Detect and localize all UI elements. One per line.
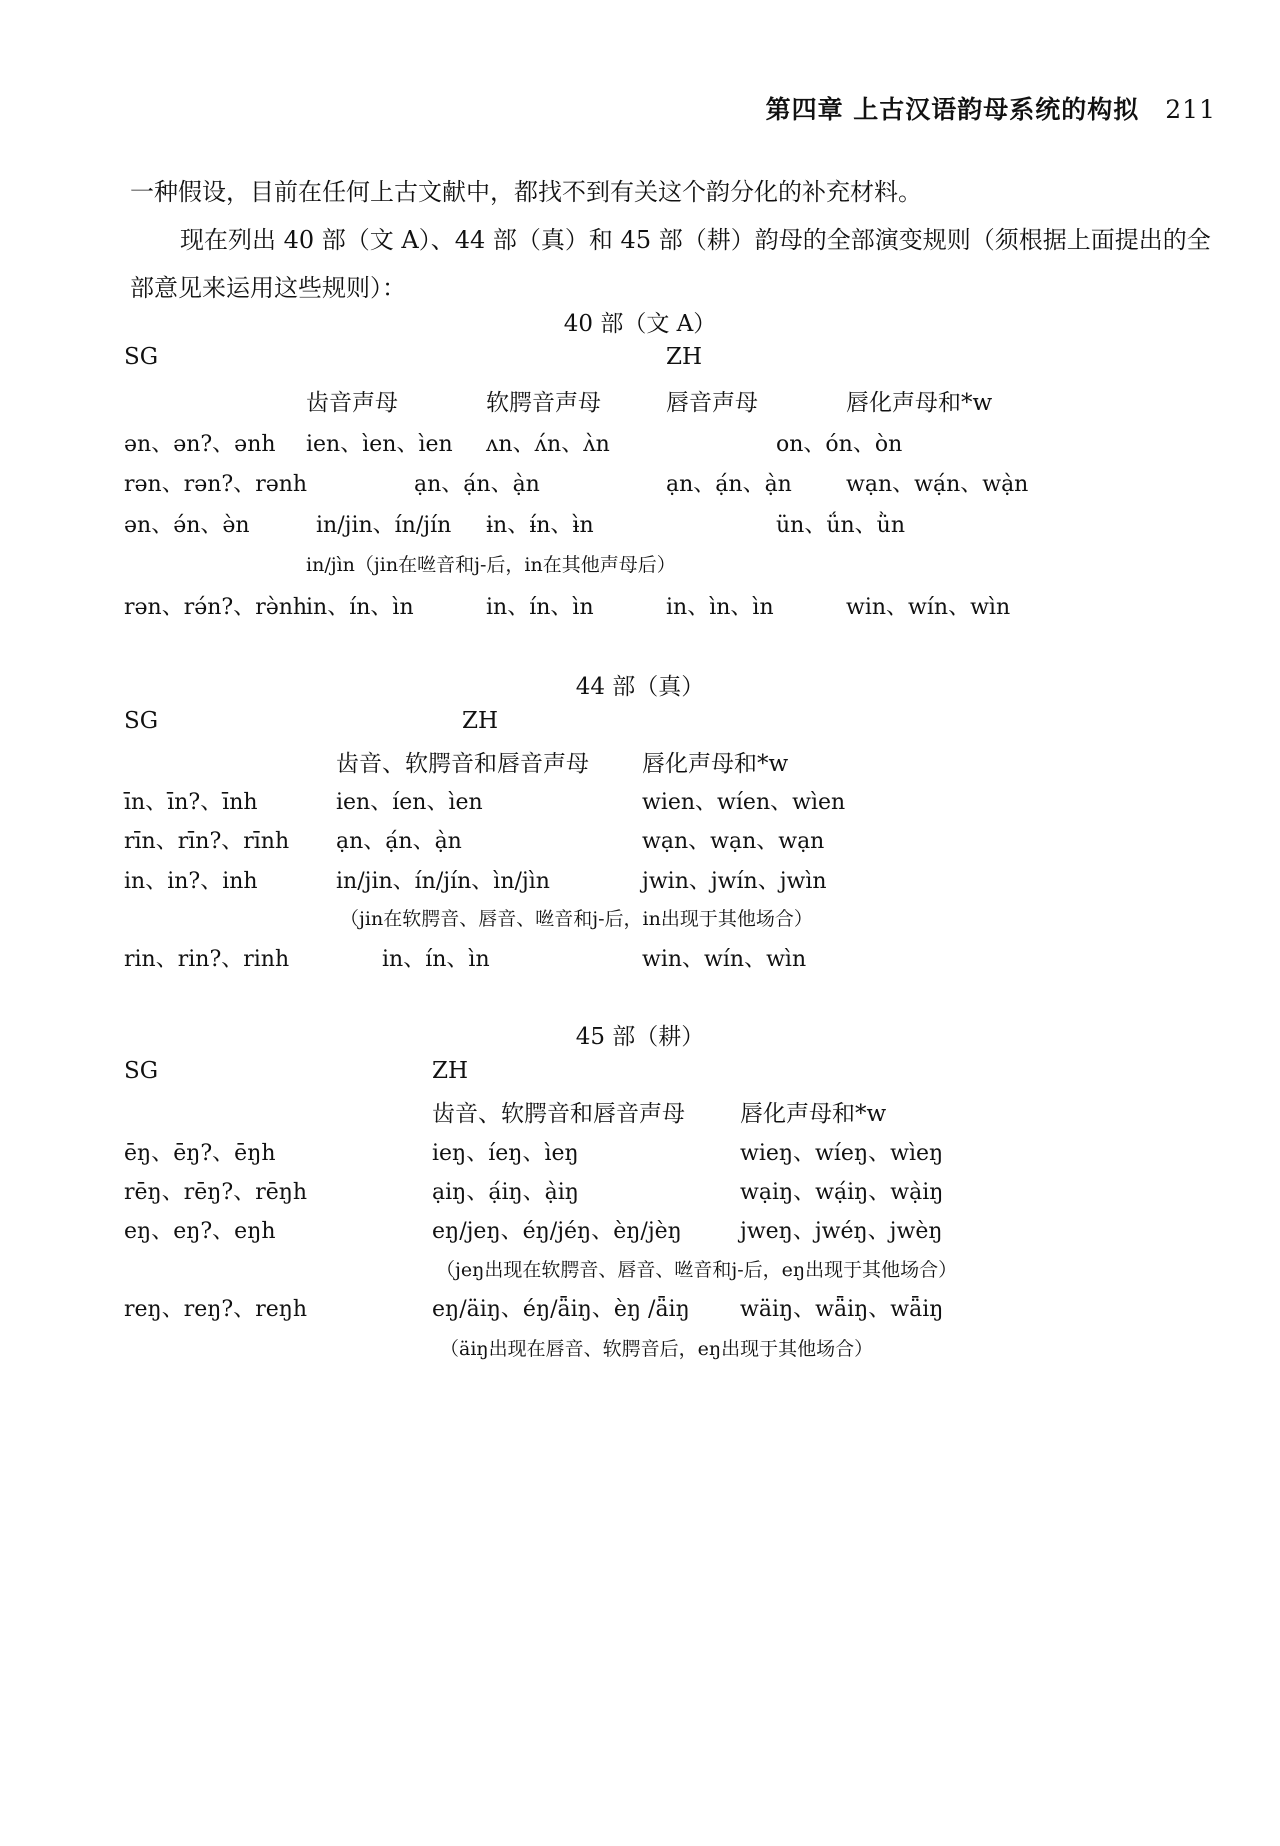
running-header <box>766 90 1216 126</box>
s45-col-labialized: 唇化声母和*w <box>740 1101 887 1127</box>
s40-zh-label: ZH <box>666 344 703 370</box>
s44-r3-c1: in/jin、ín/jín、ìn/jìn <box>336 869 550 894</box>
s45-r4-sg: reŋ、reŋ?、reŋh <box>124 1297 308 1322</box>
s40-r4-c2: in、ín、ìn <box>486 595 594 620</box>
s45-col-plain: 齿音、软腭音和唇音声母 <box>432 1101 685 1127</box>
paragraph-1: 一种假设，目前在任何上古文献中，都找不到有关这个韵分化的补充材料。 <box>130 178 922 206</box>
page-number: 211 <box>1165 95 1216 124</box>
s40-r2-c12: ạn、ạ́n、ạ̀n <box>414 472 540 497</box>
s45-r1-c2: wieŋ、wíeŋ、wìeŋ <box>740 1141 944 1166</box>
s40-r1-c1: ien、ìen、ìen <box>306 432 453 457</box>
s40-r1-sg: ən、ən?、ənh <box>124 432 276 457</box>
s40-r4-c1: in、ín、ìn <box>306 595 414 620</box>
s44-r1-c1: ien、íen、ìen <box>336 790 483 815</box>
s44-r3-sg: in、in?、inh <box>124 869 258 894</box>
s44-col-plain: 齿音、软腭音和唇音声母 <box>336 751 589 777</box>
s40-r3-c1: in/jin、ín/jín <box>316 513 452 538</box>
s44-r3-note: （jin在软腭音、唇音、咝音和j-后，in出现于其他场合） <box>340 908 813 930</box>
s40-col-labialized: 唇化声母和*w <box>846 390 993 416</box>
paragraph-2: 现在列出 40 部（文 A）、44 部（真）和 45 部（耕）韵母的全部演变规则（须根据上面提出的全部意见来运用这些规则）： <box>130 226 1211 302</box>
s44-r2-c2: wạn、wạn、wạn <box>642 829 825 854</box>
s44-zh-label: ZH <box>462 708 499 734</box>
s45-r1-sg: ēŋ、ēŋ?、ēŋh <box>124 1141 276 1166</box>
section-45-title: 45 部（耕） <box>575 1024 705 1050</box>
s44-r4-c2: win、wín、wìn <box>642 947 807 972</box>
s44-r2-c1: ạn、ạ́n、ạ̀n <box>336 829 462 854</box>
s45-r3-c1: eŋ/jeŋ、éŋ/jéŋ、èŋ/jèŋ <box>432 1219 682 1244</box>
s45-r4-c2: wäiŋ、wǟiŋ、wǟiŋ <box>740 1297 944 1322</box>
s45-r2-c2: wạiŋ、wạ́iŋ、wạ̀iŋ <box>740 1180 944 1205</box>
s40-r4-sg: rən、rə́n?、rə̀nh <box>124 595 308 620</box>
s40-col-dental: 齿音声母 <box>306 390 398 416</box>
s45-r4-c1: eŋ/äiŋ、éŋ/ǟiŋ、èŋ /ǟiŋ <box>432 1297 690 1322</box>
s44-r1-c2: wien、wíen、wìen <box>642 790 846 815</box>
s44-r1-sg: īn、īn?、īnh <box>124 790 258 815</box>
s45-r3-note: （jeŋ出现在软腭音、唇音、咝音和j-后，eŋ出现于其他场合） <box>436 1259 958 1281</box>
s44-col-labialized: 唇化声母和*w <box>642 751 789 777</box>
s44-r2-sg: rīn、rīn?、rīnh <box>124 829 290 854</box>
s40-r3-c3: ün、ǘn、ǜn <box>776 513 906 538</box>
s45-r2-sg: rēŋ、rēŋ?、rēŋh <box>124 1180 308 1205</box>
s44-r3-c2: jwin、jwín、jwìn <box>642 869 827 894</box>
chapter-title: 第四章 上古汉语韵母系统的构拟 <box>765 95 1140 124</box>
s40-r4-c3: in、ìn、ìn <box>666 595 774 620</box>
s45-sg-label: SG <box>124 1058 159 1084</box>
section-44-title: 44 部（真） <box>575 674 705 700</box>
s45-zh-label: ZH <box>432 1058 469 1084</box>
s40-r4-c4: win、wín、wìn <box>846 595 1011 620</box>
s45-r1-c1: ieŋ、íeŋ、ìeŋ <box>432 1141 579 1166</box>
s40-r3-sg: ən、ə́n、ə̀n <box>124 513 250 538</box>
s40-r1-c2: ʌn、ʌ́n、ʌ̀n <box>486 432 610 457</box>
s40-r2-c3: ạn、ạ́n、ạ̀n <box>666 472 792 497</box>
s40-r2-sg: rən、rən?、rənh <box>124 472 308 497</box>
s44-r4-sg: rin、rin?、rinh <box>124 947 290 972</box>
s44-r4-c1: in、ín、ìn <box>382 947 490 972</box>
s40-r3-note: in/jìn（jin在咝音和j-后，in在其他声母后） <box>306 554 676 576</box>
s44-sg-label: SG <box>124 708 159 734</box>
s40-sg-label: SG <box>124 344 159 370</box>
s45-r3-c2: jweŋ、jwéŋ、jwèŋ <box>740 1219 943 1244</box>
s45-r2-c1: ạiŋ、ạ́iŋ、ạ̀iŋ <box>432 1180 579 1205</box>
section-40-title: 40 部（文 A） <box>563 311 717 337</box>
s45-r4-note: （äiŋ出现在唇音、软腭音后，eŋ出现于其他场合） <box>440 1338 874 1360</box>
s40-r3-c2: ɨn、ɨ́n、ɨ̀n <box>486 513 594 538</box>
s40-col-velar: 软腭音声母 <box>486 390 601 416</box>
s40-col-labial: 唇音声母 <box>666 390 758 416</box>
s45-r3-sg: eŋ、eŋ?、eŋh <box>124 1219 276 1244</box>
s40-r2-c4: wạn、wạ́n、wạ̀n <box>846 472 1029 497</box>
s40-r1-c34: on、ón、òn <box>776 432 903 457</box>
